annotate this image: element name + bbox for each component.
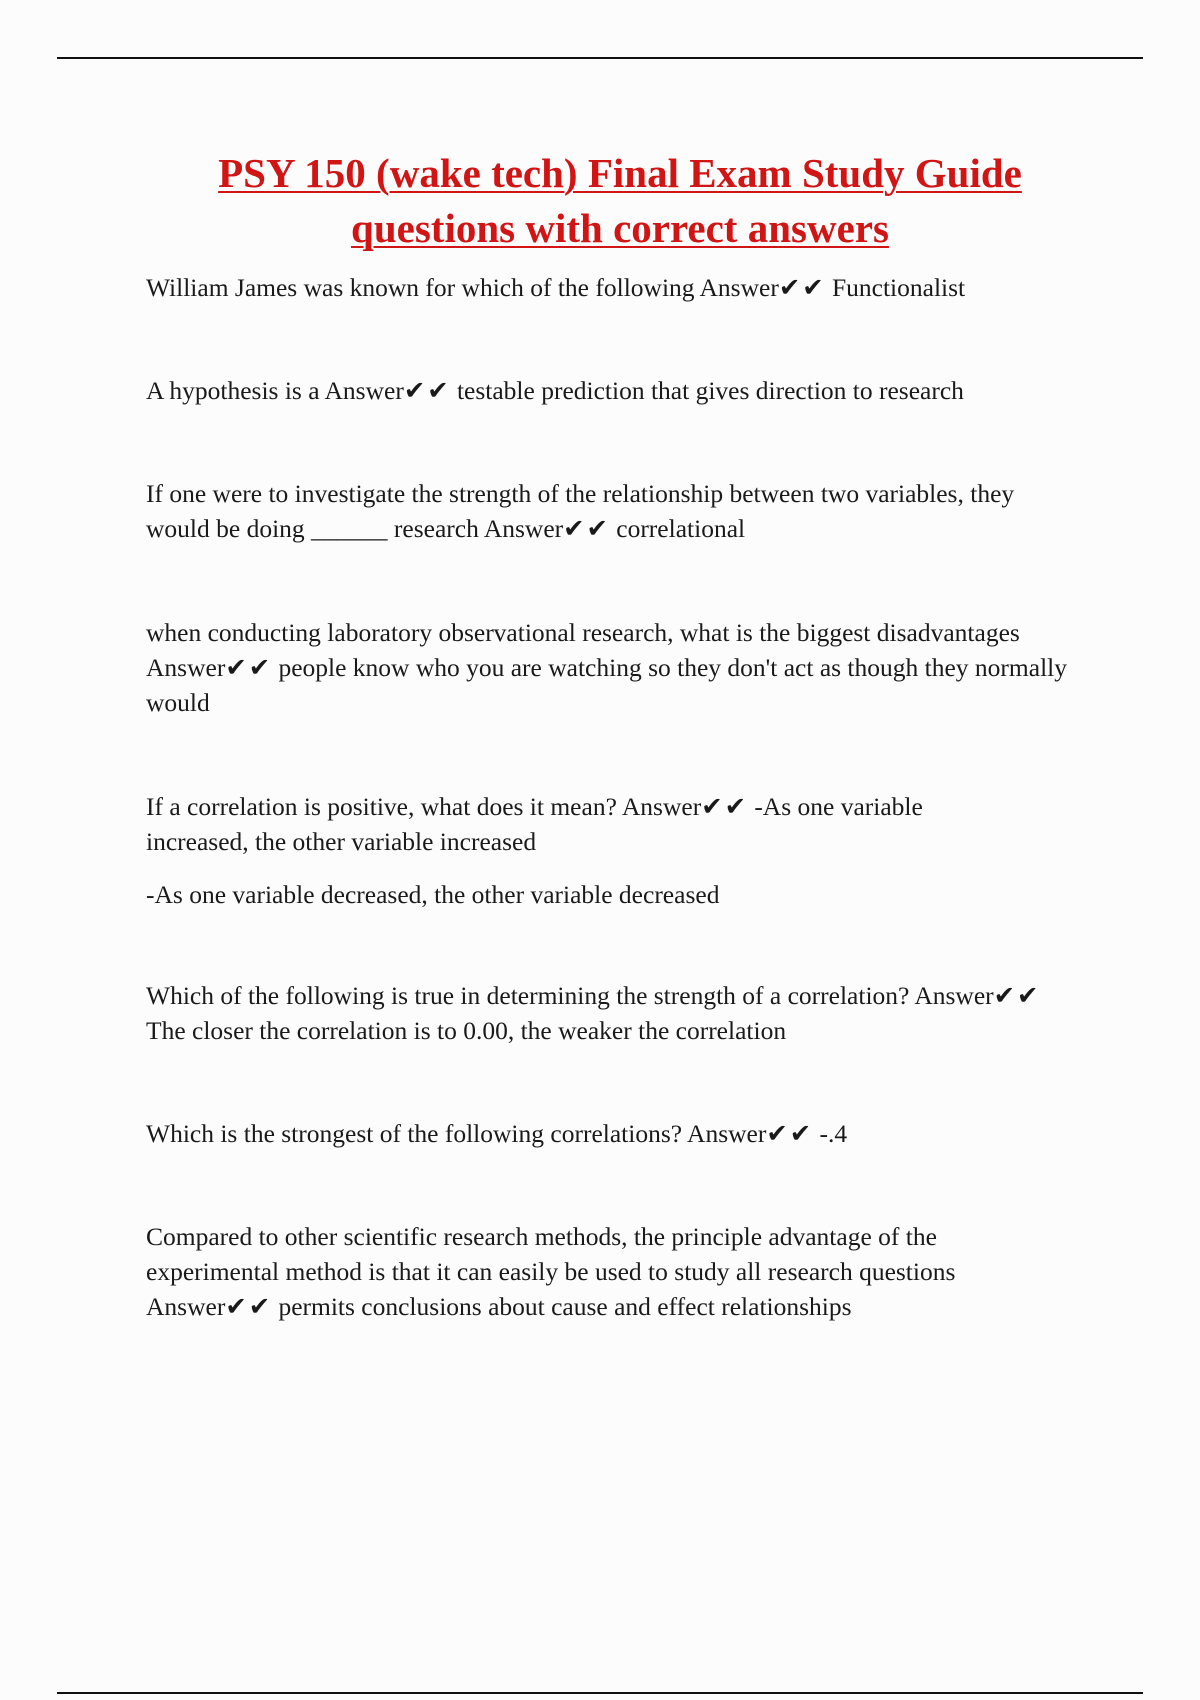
question-text: If one were to investigate the strength of the relationship between two variables, they would be doing ______ research	[146, 479, 1015, 543]
answer-label: Answer	[483, 514, 564, 543]
qa-item-8	[146, 1219, 1076, 1324]
question-text: A hypothesis is a	[146, 376, 320, 405]
answer-text: correlational	[616, 514, 746, 543]
footer-rule	[57, 1692, 1143, 1694]
header-rule	[57, 57, 1143, 59]
answer-text: permits conclusions about cause and effect relationships	[278, 1292, 852, 1321]
qa-item-6	[146, 978, 1066, 1048]
question-text: Compared to other scientific research methods, the principle advantage of the experimental method is that it can easily be used to study all research questions	[146, 1222, 956, 1286]
check-icon: ✔✔	[403, 376, 451, 405]
answer-label: Answer	[621, 792, 702, 821]
answer-text: -.4	[819, 1119, 848, 1148]
check-icon: ✔✔	[701, 792, 748, 821]
question-text: Which is the strongest of the following correlations?	[146, 1119, 683, 1148]
answer-text: The closer the correlation is to 0.00, the weaker the correlation	[146, 1016, 787, 1045]
question-text: If a correlation is positive, what does it mean?	[146, 792, 617, 821]
check-icon: ✔✔	[225, 1292, 273, 1321]
answer-label: Answer	[324, 376, 404, 405]
check-icon: ✔✔	[778, 273, 826, 302]
check-icon: ✔✔	[563, 514, 610, 543]
qa-item-2	[146, 373, 1106, 408]
check-icon: ✔✔	[225, 653, 273, 682]
qa-item-7	[146, 1116, 1106, 1151]
question-text: Which of the following is true in determining the strength of a correlation?	[146, 981, 910, 1010]
qa-item-5	[146, 789, 1026, 912]
check-icon: ✔✔	[993, 981, 1041, 1010]
qa-item-4	[146, 615, 1106, 720]
answer-continued: -As one variable decreased, the other variable decreased	[146, 880, 720, 909]
answer-label: Answer	[146, 1292, 226, 1321]
check-icon: ✔✔	[766, 1119, 814, 1148]
title-line-1: PSY 150 (wake tech) Final Exam Study Guide	[218, 150, 1022, 196]
question-text: William James was known for which of the following	[146, 273, 695, 302]
answer-text: -As one variable increased, the other variable increased	[146, 792, 923, 856]
document-title	[80, 146, 1160, 256]
qa-item-1	[146, 270, 1106, 305]
answer-label: Answer	[699, 273, 779, 302]
answer-text: testable prediction that gives direction to research	[456, 376, 964, 405]
question-text: when conducting laboratory observational research, what is the biggest disadvantages	[146, 618, 1020, 647]
qa-item-3	[146, 476, 1066, 546]
answer-text: people know who you are watching so they don't act as though they normally would	[146, 653, 1067, 717]
answer-label: Answer	[146, 653, 226, 682]
answer-label: Answer	[687, 1119, 767, 1148]
title-line-2: questions with correct answers	[351, 205, 889, 251]
answer-text: Functionalist	[831, 273, 966, 302]
answer-label: Answer	[914, 981, 994, 1010]
